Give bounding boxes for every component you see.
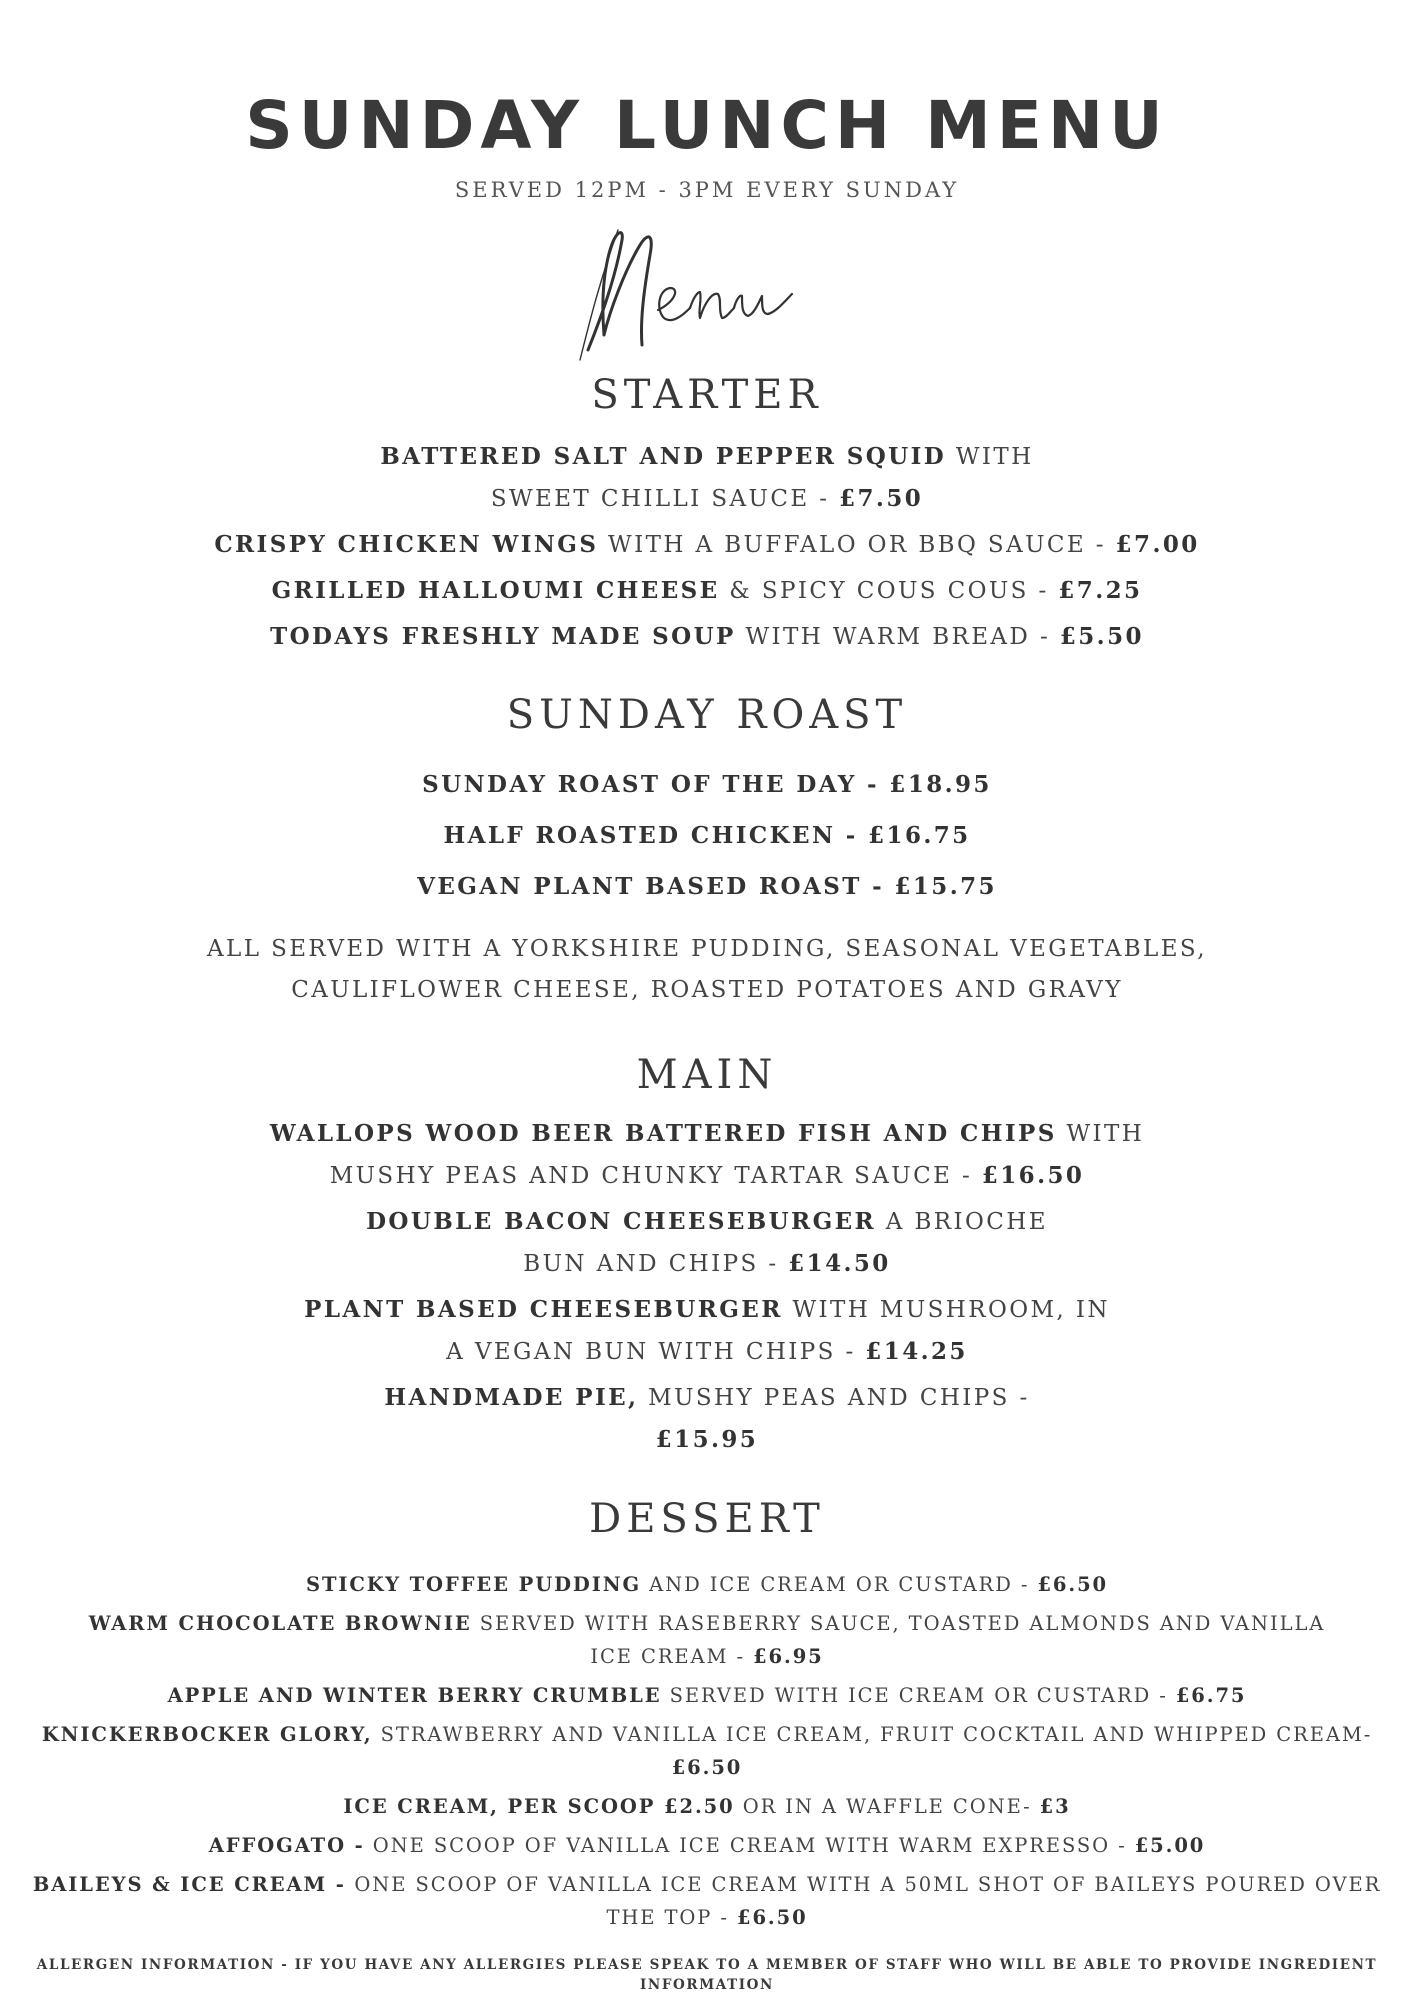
- menu-item: [0, 764, 1414, 806]
- menu-item: [0, 1868, 1414, 1901]
- item-name: BATTERED SALT AND PEPPER SQUID: [380, 443, 947, 470]
- section-title-dessert: DESSERT: [589, 1496, 825, 1542]
- item-desc: A VEGAN BUN WITH CHIPS -: [446, 1339, 866, 1365]
- roast-note-line: ALL SERVED WITH A YORKSHIRE PUDDING, SEASONAL VEGETABLES,: [207, 936, 1207, 962]
- item-desc: MUSHY PEAS AND CHUNKY TARTAR SAUCE -: [329, 1163, 982, 1189]
- item-name: PLANT BASED CHEESEBURGER: [304, 1296, 783, 1323]
- item-price: £5.50: [1059, 623, 1144, 650]
- page-title: SUNDAY LUNCH MENU: [245, 87, 1169, 164]
- item-price: £7.00: [1115, 531, 1200, 558]
- item-desc: WITH WARM BREAD -: [735, 624, 1060, 650]
- section-title-roast: SUNDAY ROAST: [506, 692, 908, 738]
- menu-item: [0, 1790, 1414, 1823]
- item-price: £7.50: [839, 485, 924, 512]
- roast-note-line: CAULIFLOWER CHEESE, ROASTED POTATOES AND GRAVY: [291, 977, 1123, 1003]
- menu-item-cont: [0, 1640, 1414, 1673]
- item-desc: THE TOP -: [606, 1906, 737, 1929]
- item-name: TODAYS FRESHLY MADE SOUP: [270, 623, 736, 650]
- menu-item-cont: [0, 1419, 1414, 1461]
- item-name: HALF ROASTED CHICKEN - £16.75: [443, 822, 971, 849]
- menu-item: [0, 1289, 1414, 1331]
- item-name: CRISPY CHICKEN WINGS: [214, 531, 599, 558]
- item-name: AFFOGATO -: [208, 1834, 365, 1857]
- item-price: £6.75: [1175, 1684, 1247, 1707]
- main-items: [0, 1113, 1414, 1461]
- item-desc: SERVED WITH ICE CREAM OR CUSTARD -: [661, 1684, 1176, 1707]
- item-desc: MUSHY PEAS AND CHIPS -: [638, 1385, 1030, 1411]
- item-desc: ONE SCOOP OF VANILLA ICE CREAM WITH WARM EXPRESSO -: [364, 1834, 1135, 1857]
- item-price: £6.50: [736, 1906, 808, 1929]
- menu-item-cont: [0, 1155, 1414, 1197]
- item-price: £14.50: [788, 1250, 891, 1277]
- item-name: HANDMADE PIE,: [384, 1384, 639, 1411]
- item-name: APPLE AND WINTER BERRY CRUMBLE: [167, 1684, 662, 1707]
- menu-item-cont: [0, 1331, 1414, 1373]
- menu-item: [0, 1607, 1414, 1640]
- item-name: WARM CHOCOLATE BROWNIE: [88, 1612, 472, 1635]
- menu-item-cont: [0, 1751, 1414, 1784]
- menu-item: [0, 616, 1414, 658]
- roast-items: [0, 764, 1414, 908]
- item-price: £6.50: [671, 1756, 743, 1779]
- item-price: £5.00: [1134, 1834, 1206, 1857]
- item-desc: & SPICY COUS COUS -: [719, 578, 1059, 604]
- dessert-items: [0, 1568, 1414, 1934]
- menu-item: [0, 1679, 1414, 1712]
- menu-item-cont: [0, 1901, 1414, 1934]
- menu-item: [0, 1718, 1414, 1751]
- menu-item: [0, 1113, 1414, 1155]
- item-desc: WITH: [1056, 1121, 1145, 1147]
- allergen-line: INFORMATION: [640, 1977, 774, 1993]
- allergen-line: ALLERGEN INFORMATION - IF YOU HAVE ANY ALLERGIES PLEASE SPEAK TO A MEMBER OF STAFF WHO WILL BE ABLE TO PROVIDE INGREDIENT: [36, 1957, 1378, 1973]
- menu-item: [0, 1829, 1414, 1862]
- serving-times: SERVED 12PM - 3PM EVERY SUNDAY: [454, 178, 960, 202]
- item-name: GRILLED HALLOUMI CHEESE: [271, 577, 720, 604]
- roast-note: [0, 929, 1414, 1011]
- allergen-notice: [0, 1955, 1414, 1995]
- item-desc: AND ICE CREAM OR CUSTARD -: [641, 1573, 1038, 1596]
- item-desc: BUN AND CHIPS -: [523, 1251, 789, 1277]
- item-name: KNICKERBOCKER GLORY,: [41, 1723, 373, 1746]
- item-name: STICKY TOFFEE PUDDING: [305, 1573, 642, 1596]
- item-price: £14.25: [865, 1338, 968, 1365]
- item-desc: OR IN A WAFFLE CONE-: [734, 1795, 1040, 1818]
- menu-item: [0, 1377, 1414, 1419]
- item-desc: WITH MUSHROOM, IN: [782, 1297, 1110, 1323]
- item-price: £16.50: [981, 1162, 1085, 1189]
- item-price: £7.25: [1058, 577, 1143, 604]
- item-price: £3: [1039, 1795, 1071, 1818]
- item-name: VEGAN PLANT BASED ROAST - £15.75: [417, 873, 997, 900]
- item-desc: WITH: [946, 444, 1034, 470]
- menu-item-cont: [0, 478, 1414, 520]
- menu-item: [0, 1568, 1414, 1601]
- item-name: DOUBLE BACON CHEESEBURGER: [366, 1208, 877, 1235]
- section-title-starter: STARTER: [591, 372, 823, 418]
- item-price: £6.95: [753, 1645, 824, 1668]
- item-price: £15.95: [655, 1426, 759, 1453]
- menu-item: [0, 570, 1414, 612]
- item-name: ICE CREAM, PER SCOOP £2.50: [343, 1795, 735, 1818]
- menu-item-cont: [0, 1243, 1414, 1285]
- menu-item: [0, 436, 1414, 478]
- menu-script-logo: [540, 210, 880, 380]
- item-desc: SWEET CHILLI SAUCE -: [490, 486, 840, 512]
- starter-items: [0, 436, 1414, 658]
- menu-item: [0, 1201, 1414, 1243]
- section-title-main: MAIN: [636, 1052, 778, 1098]
- menu-item: [0, 524, 1414, 566]
- menu-item: [0, 866, 1414, 908]
- menu-item: [0, 815, 1414, 857]
- item-desc: A BRIOCHE: [876, 1209, 1048, 1235]
- item-name: SUNDAY ROAST OF THE DAY - £18.95: [422, 771, 992, 798]
- item-desc: SERVED WITH RASEBERRY SAUCE, TOASTED ALMONDS AND VANILLA: [471, 1612, 1326, 1635]
- item-name: BAILEYS & ICE CREAM -: [32, 1873, 355, 1896]
- item-desc: ICE CREAM -: [590, 1645, 754, 1668]
- item-desc: STRAWBERRY AND VANILLA ICE CREAM, FRUIT COCKTAIL AND WHIPPED CREAM-: [372, 1723, 1373, 1746]
- item-name: WALLOPS WOOD BEER BATTERED FISH AND CHIPS: [269, 1120, 1057, 1147]
- item-price: £6.50: [1037, 1573, 1109, 1596]
- item-desc: WITH A BUFFALO OR BBQ SAUCE -: [598, 532, 1116, 558]
- item-desc: ONE SCOOP OF VANILLA ICE CREAM WITH A 50ML SHOT OF BAILEYS POURED OVER: [354, 1873, 1382, 1896]
